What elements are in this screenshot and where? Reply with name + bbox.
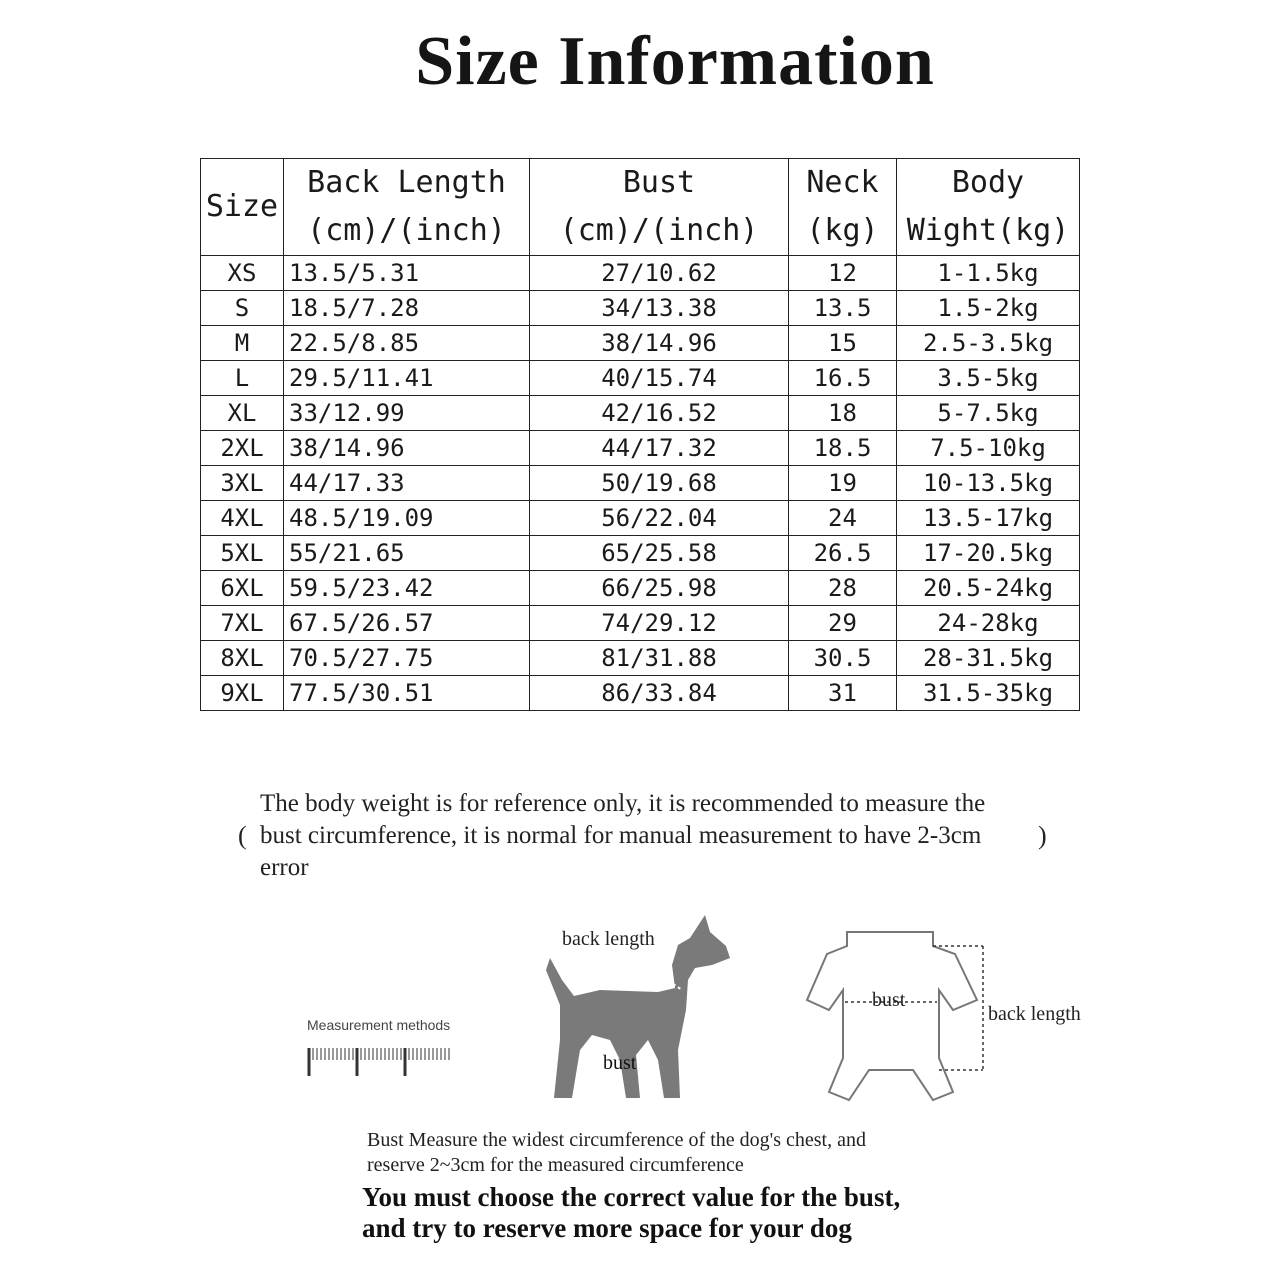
header-back-length [284, 159, 530, 256]
table-row [201, 396, 1080, 431]
cell-weight: 17-20.5kg [897, 536, 1080, 571]
cell-bust: 50/19.68 [530, 466, 789, 501]
cell-neck: 30.5 [789, 641, 897, 676]
table-row [201, 536, 1080, 571]
cell-weight: 7.5-10kg [897, 431, 1080, 466]
bust-instruction [367, 1128, 927, 1178]
dog-shirt-icon [807, 932, 977, 1100]
cell-back: 29.5/11.41 [284, 361, 530, 396]
cell-bust: 34/13.38 [530, 291, 789, 326]
table-row [201, 641, 1080, 676]
header-size: Size [201, 159, 284, 256]
header-neck-line2: (kg) [806, 213, 879, 248]
note-line-3: error [260, 854, 309, 881]
cell-back: 18.5/7.28 [284, 291, 530, 326]
cell-size: XL [201, 396, 284, 431]
cell-size: 3XL [201, 466, 284, 501]
header-back-length-line1: Back Length [307, 165, 506, 200]
cell-back: 55/21.65 [284, 536, 530, 571]
cell-neck: 13.5 [789, 291, 897, 326]
note-close-paren: ) [1038, 821, 1047, 850]
cell-neck: 24 [789, 501, 897, 536]
cell-back: 13.5/5.31 [284, 256, 530, 291]
size-table [200, 158, 1080, 711]
table-row [201, 571, 1080, 606]
cell-neck: 29 [789, 606, 897, 641]
cell-back: 33/12.99 [284, 396, 530, 431]
cell-weight: 2.5-3.5kg [897, 326, 1080, 361]
dog-back-length-label: back length [562, 928, 655, 950]
cell-size: 6XL [201, 571, 284, 606]
table-row [201, 676, 1080, 711]
cell-back: 70.5/27.75 [284, 641, 530, 676]
cell-size: XS [201, 256, 284, 291]
cell-back: 48.5/19.09 [284, 501, 530, 536]
cell-back: 67.5/26.57 [284, 606, 530, 641]
cell-back: 44/17.33 [284, 466, 530, 501]
cell-size: 7XL [201, 606, 284, 641]
cell-size: S [201, 291, 284, 326]
bust-choice-warning [362, 1182, 1062, 1244]
cell-back: 59.5/23.42 [284, 571, 530, 606]
cell-bust: 86/33.84 [530, 676, 789, 711]
cell-neck: 15 [789, 326, 897, 361]
cell-neck: 16.5 [789, 361, 897, 396]
cell-weight: 28-31.5kg [897, 641, 1080, 676]
bust-choice-warning-line-2: and try to reserve more space for your dog [362, 1213, 852, 1243]
table-row [201, 291, 1080, 326]
cell-bust: 40/15.74 [530, 361, 789, 396]
cell-weight: 10-13.5kg [897, 466, 1080, 501]
cell-weight: 31.5-35kg [897, 676, 1080, 711]
cell-bust: 65/25.58 [530, 536, 789, 571]
shirt-back-length-label: back length [988, 1003, 1081, 1025]
shirt-bust-label: bust [872, 989, 906, 1011]
header-neck [789, 159, 897, 256]
cell-neck: 31 [789, 676, 897, 711]
header-body-weight-line1: Body [951, 165, 1025, 200]
header-body-weight [897, 159, 1080, 256]
reference-note [260, 788, 1050, 884]
cell-bust: 27/10.62 [530, 256, 789, 291]
header-body-weight-line2: Wight(kg) [906, 213, 1070, 248]
cell-bust: 81/31.88 [530, 641, 789, 676]
cell-bust: 44/17.32 [530, 431, 789, 466]
table-row [201, 606, 1080, 641]
table-row [201, 326, 1080, 361]
cell-size: M [201, 326, 284, 361]
cell-weight: 5-7.5kg [897, 396, 1080, 431]
table-row [201, 256, 1080, 291]
note-line-2: bust circumference, it is normal for manual measurement to have 2-3cm [260, 822, 982, 849]
cell-weight: 20.5-24kg [897, 571, 1080, 606]
table-row [201, 431, 1080, 466]
table-header-row [201, 159, 1080, 256]
note-line-1: The body weight is for reference only, it is recommended to measure the [260, 790, 986, 817]
cell-size: 2XL [201, 431, 284, 466]
cell-back: 38/14.96 [284, 431, 530, 466]
cell-neck: 26.5 [789, 536, 897, 571]
cell-neck: 28 [789, 571, 897, 606]
header-bust [530, 159, 789, 256]
cell-weight: 13.5-17kg [897, 501, 1080, 536]
header-neck-line1: Neck [806, 165, 879, 200]
cell-size: 9XL [201, 676, 284, 711]
ruler-icon [305, 1040, 455, 1080]
bust-choice-warning-line-1: You must choose the correct value for the bust, [362, 1182, 901, 1212]
cell-weight: 24-28kg [897, 606, 1080, 641]
bust-instruction-line-1: Bust Measure the widest circumference of the dog's chest, and [367, 1129, 866, 1151]
size-table-body [201, 256, 1080, 711]
header-bust-line1: Bust [622, 165, 696, 200]
cell-size: 5XL [201, 536, 284, 571]
cell-neck: 12 [789, 256, 897, 291]
cell-back: 77.5/30.51 [284, 676, 530, 711]
cell-weight: 3.5-5kg [897, 361, 1080, 396]
table-row [201, 501, 1080, 536]
cell-bust: 38/14.96 [530, 326, 789, 361]
cell-bust: 56/22.04 [530, 501, 789, 536]
cell-neck: 19 [789, 466, 897, 501]
header-back-length-line2: (cm)/(inch) [307, 213, 506, 248]
measurement-methods-label: Measurement methods [307, 1017, 451, 1033]
header-bust-line2: (cm)/(inch) [559, 213, 759, 248]
table-row [201, 466, 1080, 501]
table-row [201, 361, 1080, 396]
cell-size: 4XL [201, 501, 284, 536]
cell-neck: 18 [789, 396, 897, 431]
cell-bust: 42/16.52 [530, 396, 789, 431]
cell-size: L [201, 361, 284, 396]
cell-weight: 1-1.5kg [897, 256, 1080, 291]
dog-bust-label: bust [603, 1052, 637, 1074]
cell-neck: 18.5 [789, 431, 897, 466]
cell-back: 22.5/8.85 [284, 326, 530, 361]
cell-bust: 66/25.98 [530, 571, 789, 606]
cell-bust: 74/29.12 [530, 606, 789, 641]
page-title: Size Information [415, 23, 935, 100]
cell-size: 8XL [201, 641, 284, 676]
note-open-paren: ( [238, 821, 247, 850]
cell-weight: 1.5-2kg [897, 291, 1080, 326]
bust-instruction-line-2: reserve 2~3cm for the measured circumference [367, 1154, 744, 1176]
